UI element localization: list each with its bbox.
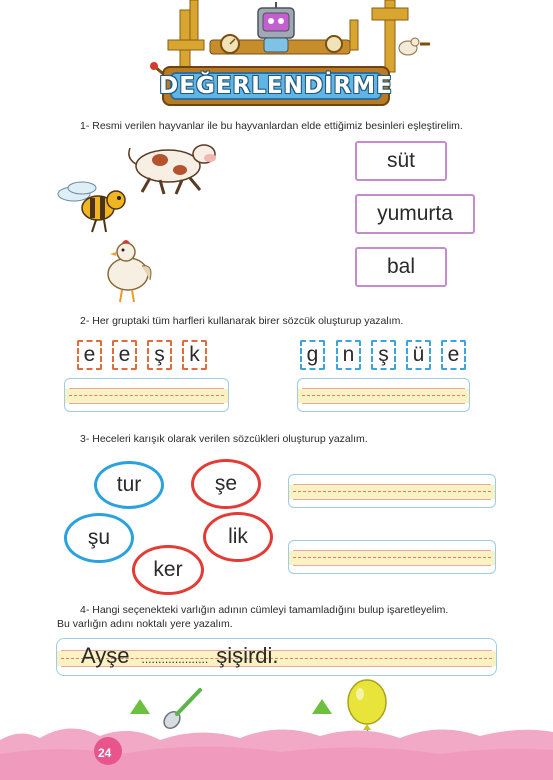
sentence-start: Ayşe (81, 643, 130, 668)
cow-icon (120, 138, 220, 196)
letter-tile: ü (406, 340, 431, 370)
syllable-bubble: tur (94, 461, 164, 509)
bee-icon (56, 178, 132, 234)
hen-icon (102, 236, 158, 304)
answer-line-syllables-1[interactable] (288, 474, 496, 508)
answer-line-syllables-2[interactable] (288, 540, 496, 574)
sentence-end: şişirdi. (216, 643, 279, 668)
page-number: 24 (98, 746, 112, 760)
letter-tile: k (182, 340, 207, 370)
header-banner (150, 0, 430, 115)
syllable-bubble: şu (64, 513, 134, 563)
question-3-prompt: 3- Heceleri karışık olarak verilen sözcükleri oluşturup yazalım. (80, 433, 368, 445)
sentence-blank[interactable]: .................... (141, 652, 209, 666)
letter-tile: ş (147, 340, 172, 370)
letter-tile: ş (371, 340, 396, 370)
letter-tile: e (77, 340, 102, 370)
letter-tile: g (300, 340, 325, 370)
letter-tile: n (336, 340, 361, 370)
page-title: DEĞERLENDİRME (159, 73, 393, 99)
question-4-prompt-line-2: Bu varlığın adını noktalı yere yazalım. (57, 618, 233, 630)
syllable-bubble: şe (191, 459, 261, 509)
question-4-prompt-line-1: 4- Hangi seçenekteki varlığın adının cümleyi tamamladığını bulup işaretleyelim. (80, 604, 449, 616)
word-box-milk: süt (355, 141, 447, 181)
answer-line-group-2[interactable] (297, 378, 470, 412)
sentence-writing-box (56, 638, 497, 676)
question-2-prompt: 2- Her gruptaki tüm harfleri kullanarak birer sözcük oluşturup yazalım. (80, 315, 404, 327)
title-plate-inner (159, 72, 393, 100)
answer-line-group-1[interactable] (64, 378, 229, 412)
fill-in-sentence (81, 643, 279, 669)
footer-decoration (0, 710, 553, 780)
syllable-bubble: ker (132, 545, 204, 595)
title-plate (159, 66, 393, 106)
syllable-bubble: lik (203, 512, 273, 562)
letter-tile: e (441, 340, 466, 370)
word-box-egg: yumurta (355, 194, 475, 234)
letter-tile: e (112, 340, 137, 370)
question-1-prompt: 1- Resmi verilen hayvanlar ile bu hayvanlardan elde ettiğimiz besinleri eşleştirelim. (80, 120, 463, 132)
word-box-honey: bal (355, 247, 447, 287)
